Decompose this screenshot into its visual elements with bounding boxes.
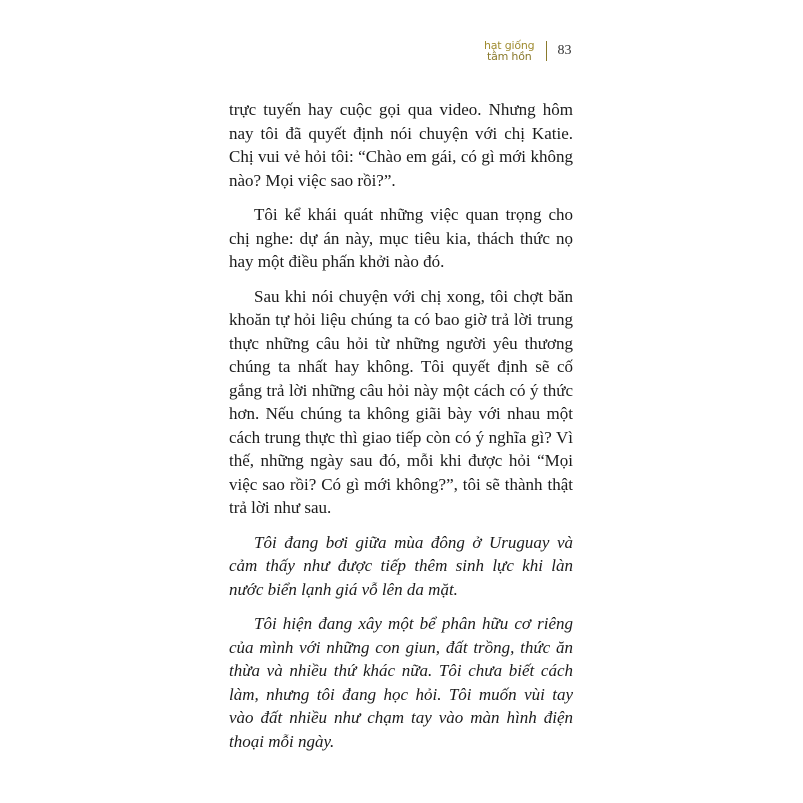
logo-line-1: hạt giống [484, 39, 535, 52]
italic-paragraph-1: Tôi đang bơi giữa mùa đông ở Uruguay và cảm thấy như được tiếp thêm sinh lực khi làn nước biển lạnh giá vỗ lên da mặt. [229, 532, 573, 599]
italic-paragraph-2: Tôi hiện đang xây một bể phân hữu cơ riêng của mình với những con giun, đất trồng, thức ăn thừa và nhiều thứ khác nữa. Tôi chưa biết cách làm, nhưng tôi đang học hỏi. Tôi muốn vùi tay vào đất nhiều như chạm tay vào màn hình điện thoại mỗi ngày. [229, 614, 573, 751]
page-header [484, 40, 571, 62]
body-text [229, 98, 573, 764]
page-number: 83 [557, 43, 572, 58]
publisher-logo [484, 40, 534, 62]
paragraph-1: trực tuyến hay cuộc gọi qua video. Nhưng hôm nay tôi đã quyết định nói chuyện với chị Katie. Chị vui vẻ hỏi tôi: “Chào em gái, có gì mới không nào? Mọi việc sao rồi?”. [229, 100, 573, 190]
paragraph-3: Sau khi nói chuyện với chị xong, tôi chợt băn khoăn tự hỏi liệu chúng ta có bao giờ trả lời trung thực những câu hỏi từ những người yêu thương chúng ta nhất hay không. Tôi quyết định sẽ cố gắng trả lời những câu hỏi này một cách có ý thức hơn. Nếu chúng ta không giãi bày với nhau một cách trung thực thì giao tiếp còn có ý nghĩa gì? Vì thế, những ngày sau đó, mỗi khi được hỏi “Mọi việc sao rồi? Có gì mới không?”, tôi sẽ thành thật trả lời như sau. [229, 286, 573, 517]
logo-line-2: tâm hồn [486, 50, 532, 63]
header-divider [546, 41, 547, 61]
paragraph-2: Tôi kể khái quát những việc quan trọng cho chị nghe: dự án này, mục tiêu kia, thách thức nọ hay một điều phấn khởi nào đó. [229, 205, 573, 271]
